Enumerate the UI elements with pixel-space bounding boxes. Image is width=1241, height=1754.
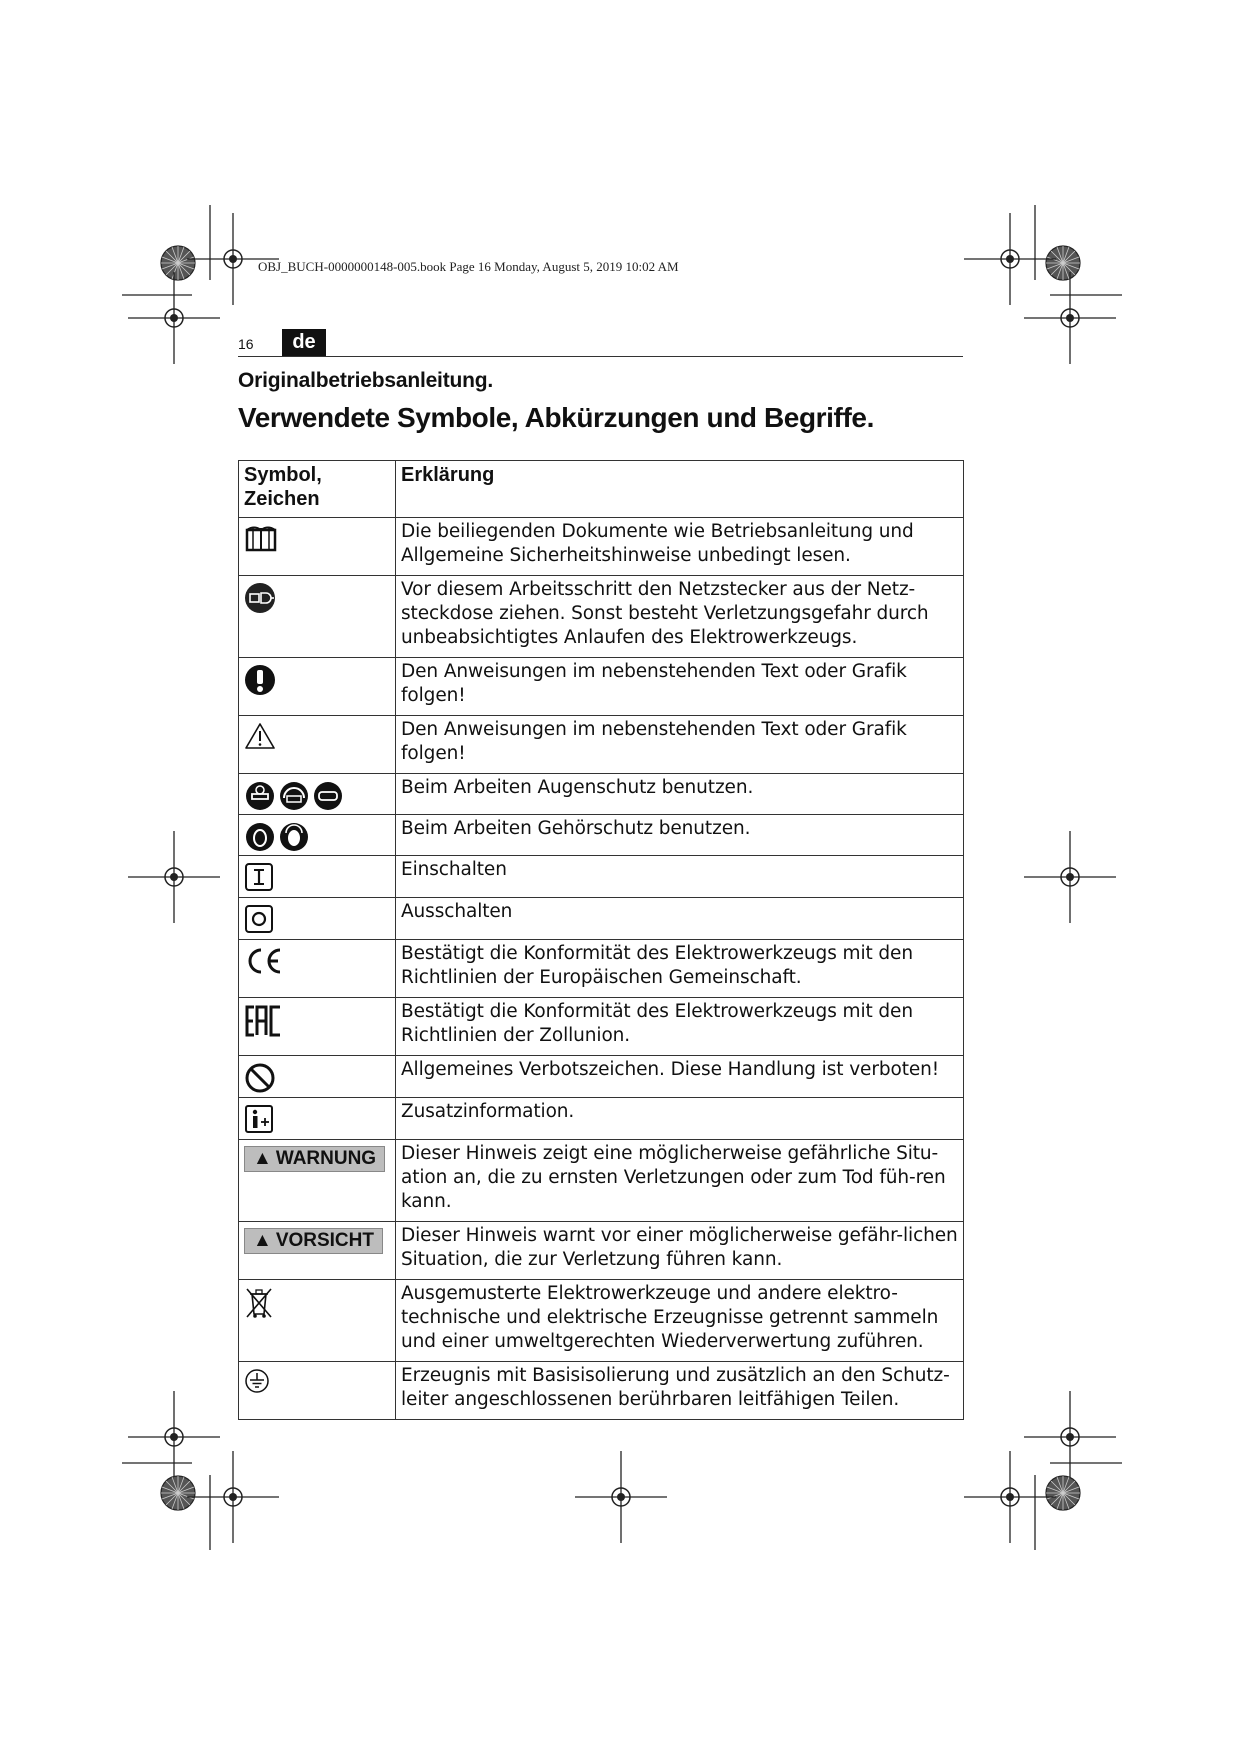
page-title: Verwendete Symbole, Abkürzungen und Begriffe. [238, 402, 874, 433]
table-row [239, 1098, 964, 1140]
language-tag: de [282, 329, 326, 356]
manual-book-icon [244, 524, 390, 554]
table-header-row [239, 461, 964, 518]
column-header-symbol: Symbol, Zeichen [239, 461, 396, 518]
explanation-text: Erzeugnis mit Basisisolierung und zusätzlich an den Schutz-leiter angeschlossenen berührbaren leitfähigen Teilen. [396, 1362, 964, 1420]
table-row [239, 658, 964, 716]
book-info: OBJ_BUCH-0000000148-005.book Page 16 Monday, August 5, 2019 10:02 AM [258, 259, 679, 274]
symbols-table [238, 460, 964, 1420]
ear-protection-icons [244, 821, 390, 853]
switch-on-icon [244, 862, 390, 892]
protective-earth-icon [244, 1368, 390, 1394]
switch-off-icon [244, 904, 390, 934]
explanation-text: Ausgemusterte Elektrowerkzeuge und andere elektro-technische und elektrische Erzeugnisse getrennt sammeln und einer umweltgerechten Wiederverwertung zuführen. [396, 1280, 964, 1362]
info-icon [244, 1104, 390, 1134]
caution-badge-label: VORSICHT [275, 1230, 374, 1251]
table-row [239, 1140, 964, 1222]
table-row [239, 716, 964, 774]
header-rule [238, 356, 963, 357]
column-header-explanation: Erklärung [396, 461, 964, 518]
explanation-text: Zusatzinformation. [396, 1098, 964, 1140]
explanation-text: Dieser Hinweis zeigt eine möglicherweise gefährliche Situ-ation an, die zu ernsten Verletzungen oder zum Tod füh-ren kann. [396, 1140, 964, 1222]
explanation-text: Bestätigt die Konformität des Elektrowerkzeugs mit den Richtlinien der Europäischen Gemeinschaft. [396, 940, 964, 998]
mandatory-exclamation-icon [244, 664, 390, 696]
page-number: 16 [238, 336, 254, 352]
warning-badge-label: WARNUNG [275, 1148, 377, 1169]
table-row [239, 576, 964, 658]
ce-mark-icon [244, 946, 390, 976]
explanation-text: Allgemeines Verbotszeichen. Diese Handlung ist verboten! [396, 1056, 964, 1098]
explanation-text: Einschalten [396, 856, 964, 898]
table-row [239, 1362, 964, 1420]
explanation-text: Beim Arbeiten Augenschutz benutzen. [396, 774, 964, 815]
explanation-text: Ausschalten [396, 898, 964, 940]
warning-triangle-icon: ▲ [253, 1230, 272, 1251]
prohibition-icon [244, 1062, 390, 1094]
table-row [239, 1056, 964, 1098]
table-row [239, 998, 964, 1056]
explanation-text: Die beiliegenden Dokumente wie Betriebsanleitung und Allgemeine Sicherheitshinweise unbedingt lesen. [396, 518, 964, 576]
table-row [239, 774, 964, 815]
weee-bin-icon [244, 1286, 390, 1320]
warning-triangle-icon: ▲ [253, 1148, 272, 1169]
table-row [239, 940, 964, 998]
document-subtitle: Originalbetriebsanleitung. [238, 369, 494, 392]
explanation-text: Den Anweisungen im nebenstehenden Text oder Grafik folgen! [396, 658, 964, 716]
explanation-text: Beim Arbeiten Gehörschutz benutzen. [396, 815, 964, 856]
unplug-icon [244, 582, 390, 614]
table-row [239, 856, 964, 898]
explanation-text: Dieser Hinweis warnt vor einer möglicherweise gefähr-lichen Situation, die zur Verletzung führen kann. [396, 1222, 964, 1280]
table-row [239, 898, 964, 940]
eac-mark-icon [244, 1004, 390, 1038]
warning-badge [244, 1146, 385, 1172]
table-row [239, 1280, 964, 1362]
explanation-text: Bestätigt die Konformität des Elektrowerkzeugs mit den Richtlinien der Zollunion. [396, 998, 964, 1056]
table-row [239, 518, 964, 576]
explanation-text: Den Anweisungen im nebenstehenden Text oder Grafik folgen! [396, 716, 964, 774]
table-row [239, 815, 964, 856]
eye-protection-icons [244, 780, 390, 812]
warning-triangle-icon [244, 722, 390, 750]
table-row [239, 1222, 964, 1280]
caution-badge [244, 1228, 383, 1254]
explanation-text: Vor diesem Arbeitsschritt den Netzstecker aus der Netz-steckdose ziehen. Sonst besteht Verletzungsgefahr durch unbeabsichtigtes Anlaufen des Elektrowerkzeugs. [396, 576, 964, 658]
